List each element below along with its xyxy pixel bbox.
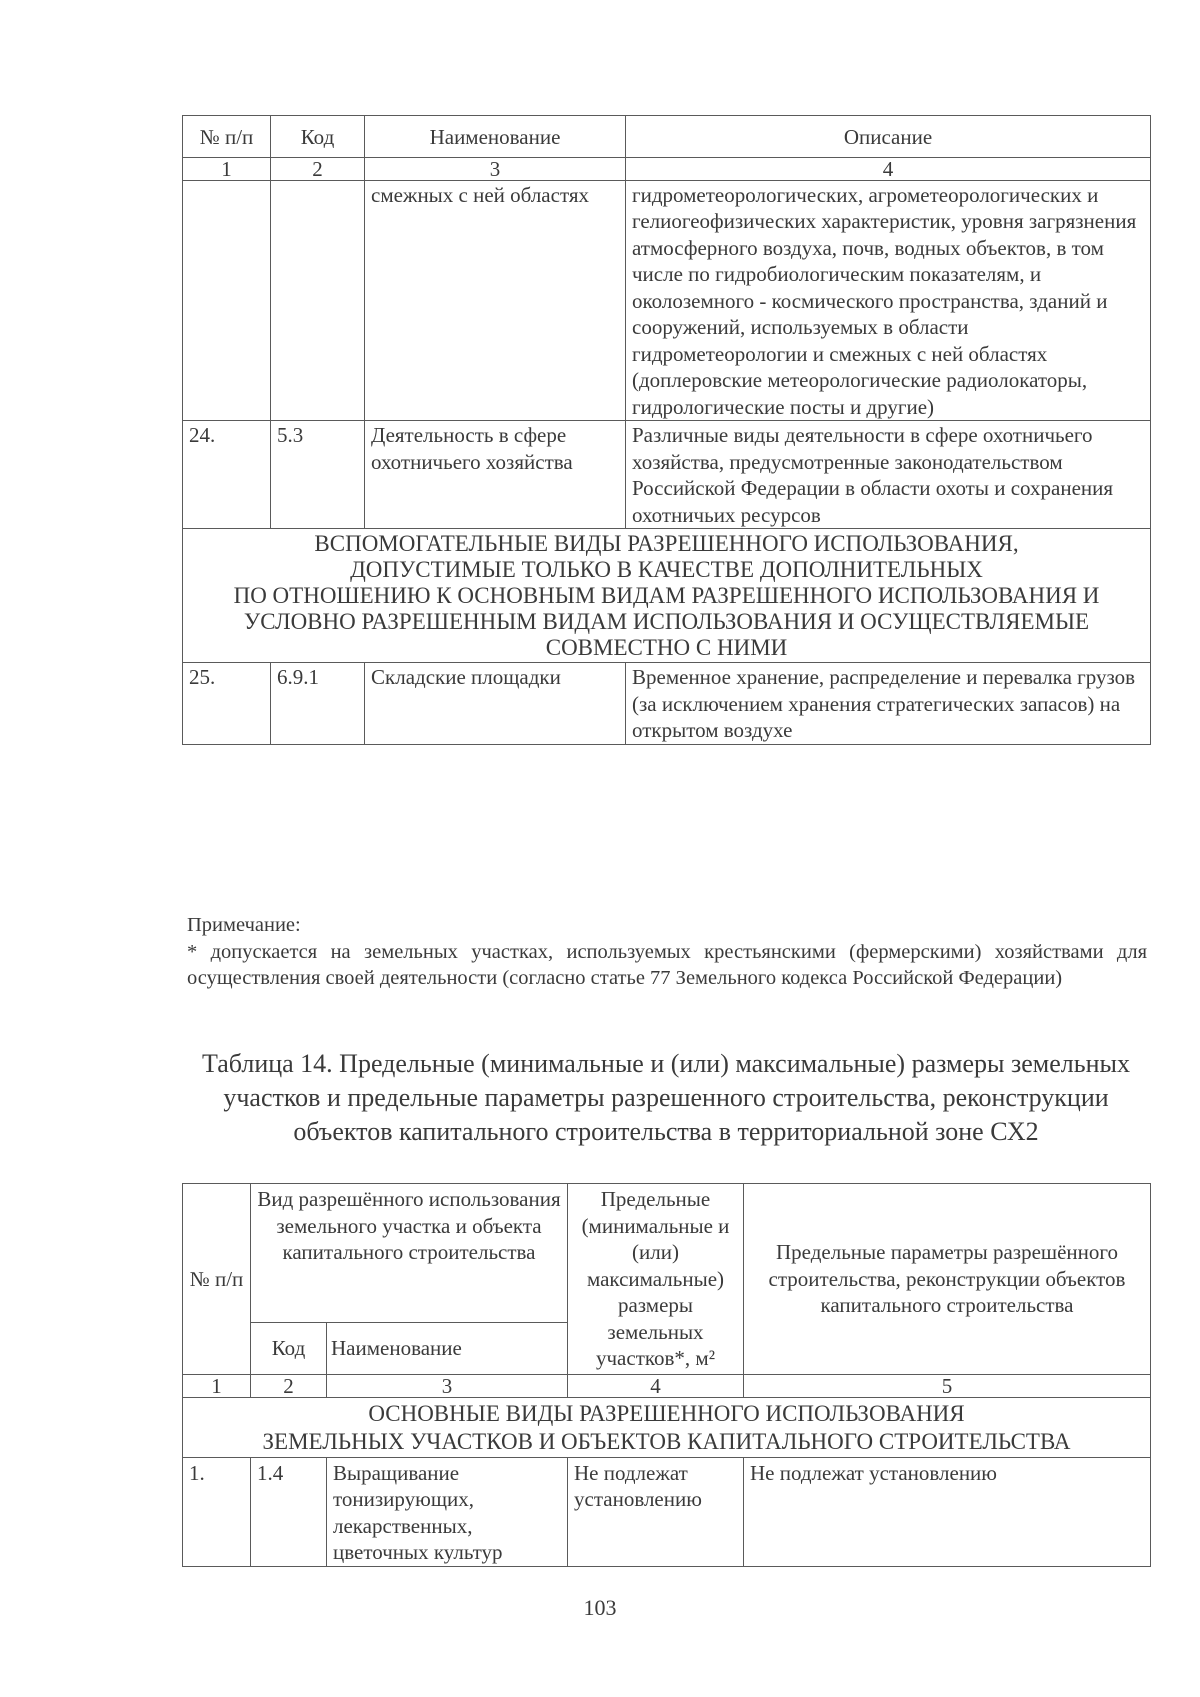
row-name: Складские площадки	[365, 663, 626, 745]
header-number: № п/п	[183, 116, 271, 158]
row-building-parameters: Не подлежат установлению	[744, 1457, 1151, 1566]
header-code: Код	[251, 1322, 327, 1374]
column-number: 4	[626, 157, 1151, 180]
header-name: Наименование	[365, 116, 626, 158]
header-number: № п/п	[183, 1184, 251, 1375]
row-code: 1.4	[251, 1457, 327, 1566]
table-row	[183, 663, 1151, 745]
section-line: ВСПОМОГАТЕЛЬНЫЕ ВИДЫ РАЗРЕШЕННОГО ИСПОЛЬЗОВАНИЯ,	[314, 531, 1019, 556]
header-land-use-type: Вид разрешённого использования земельного участка и объекта капитального строительства	[251, 1184, 568, 1323]
section-header-row	[183, 529, 1151, 663]
table-row	[183, 1457, 1151, 1566]
footnote	[187, 912, 1147, 992]
table-row	[183, 180, 1151, 421]
column-number-row	[183, 1374, 1151, 1397]
row-code: 6.9.1	[271, 663, 365, 745]
table-caption: Таблица 14. Предельные (минимальные и (или) максимальные) размеры земельных участков и предельные параметры разрешенного строительства, реконструкции объектов капитального строительства в территориальной зоне СХ2	[201, 1049, 1130, 1146]
column-number: 1	[183, 157, 271, 180]
row-number: 24.	[183, 421, 271, 529]
row-plot-size: Не подлежат установлению	[568, 1457, 744, 1566]
header-name: Наименование	[327, 1322, 568, 1374]
row-number: 25.	[183, 663, 271, 745]
row-number	[183, 180, 271, 421]
column-number: 5	[744, 1374, 1151, 1397]
column-number: 2	[271, 157, 365, 180]
section-line: ОСНОВНЫЕ ВИДЫ РАЗРЕШЕННОГО ИСПОЛЬЗОВАНИЯ	[368, 1400, 965, 1426]
header-description: Описание	[626, 116, 1151, 158]
section-line: ДОПУСТИМЫЕ ТОЛЬКО В КАЧЕСТВЕ ДОПОЛНИТЕЛЬНЫХ	[350, 557, 983, 582]
row-name: Выращивание тонизирующих, лекарственных, цветочных культур	[327, 1457, 568, 1566]
row-name: смежных с ней областях	[365, 180, 626, 421]
row-code	[271, 180, 365, 421]
footnote-text: * допускается на земельных участках, используемых крестьянскими (фермерскими) хозяйствами для осуществления своей деятельности (согласно статье 77 Земельного кодекса Российской Федерации)	[187, 940, 1147, 989]
section-line: УСЛОВНО РАЗРЕШЕННЫМ ВИДАМ ИСПОЛЬЗОВАНИЯ И ОСУЩЕСТВЛЯЕМЫЕ	[243, 609, 1090, 634]
section-header-row	[183, 1397, 1151, 1457]
land-use-table-continued	[182, 115, 1151, 745]
column-number: 3	[365, 157, 626, 180]
section-title-auxiliary	[183, 529, 1151, 663]
section-line: ПО ОТНОШЕНИЮ К ОСНОВНЫМ ВИДАМ РАЗРЕШЕННОГО ИСПОЛЬЗОВАНИЯ И	[233, 583, 1100, 608]
parameters-table	[182, 1183, 1151, 1567]
column-number: 1	[183, 1374, 251, 1397]
row-description: Различные виды деятельности в сфере охотничьего хозяйства, предусмотренные законодательством Российской Федерации в области охоты и сохранения охотничьих ресурсов	[626, 421, 1151, 529]
row-description: Временное хранение, распределение и перевалка грузов (за исключением хранения стратегических запасов) на открытом воздухе	[626, 663, 1151, 745]
page-number: 103	[583, 1595, 617, 1620]
row-code: 5.3	[271, 421, 365, 529]
section-line: СОВМЕСТНО С НИМИ	[545, 635, 788, 660]
table-header-row	[183, 116, 1151, 158]
column-number: 4	[568, 1374, 744, 1397]
column-number: 3	[327, 1374, 568, 1397]
section-line: ЗЕМЕЛЬНЫХ УЧАСТКОВ И ОБЪЕКТОВ КАПИТАЛЬНОГО СТРОИТЕЛЬСТВА	[262, 1428, 1071, 1454]
column-number: 2	[251, 1374, 327, 1397]
section-title-main	[183, 1397, 1151, 1457]
table-header-row	[183, 1184, 1151, 1323]
footnote-title: Примечание:	[187, 914, 301, 936]
header-code: Код	[271, 116, 365, 158]
header-plot-size: Предельные (минимальные и (или) максимальные) размеры земельных участков*, м²	[568, 1184, 744, 1375]
row-name: Деятельность в сфере охотничьего хозяйства	[365, 421, 626, 529]
header-building-parameters: Предельные параметры разрешённого строительства, реконструкции объектов капитального строительства	[744, 1184, 1151, 1375]
table-row	[183, 421, 1151, 529]
row-description: гидрометеорологических, агрометеорологических и гелиогеофизических характеристик, уровня загрязнения атмосферного воздуха, почв, водных объектов, в том числе по гидробиологическим показателям, и околоземного - космического пространства, зданий и сооружений, используемых в области гидрометеорологии и смежных с ней областях (доплеровские метеорологические радиолокаторы, гидрологические посты и другие)	[626, 180, 1151, 421]
column-number-row	[183, 157, 1151, 180]
row-number: 1.	[183, 1457, 251, 1566]
